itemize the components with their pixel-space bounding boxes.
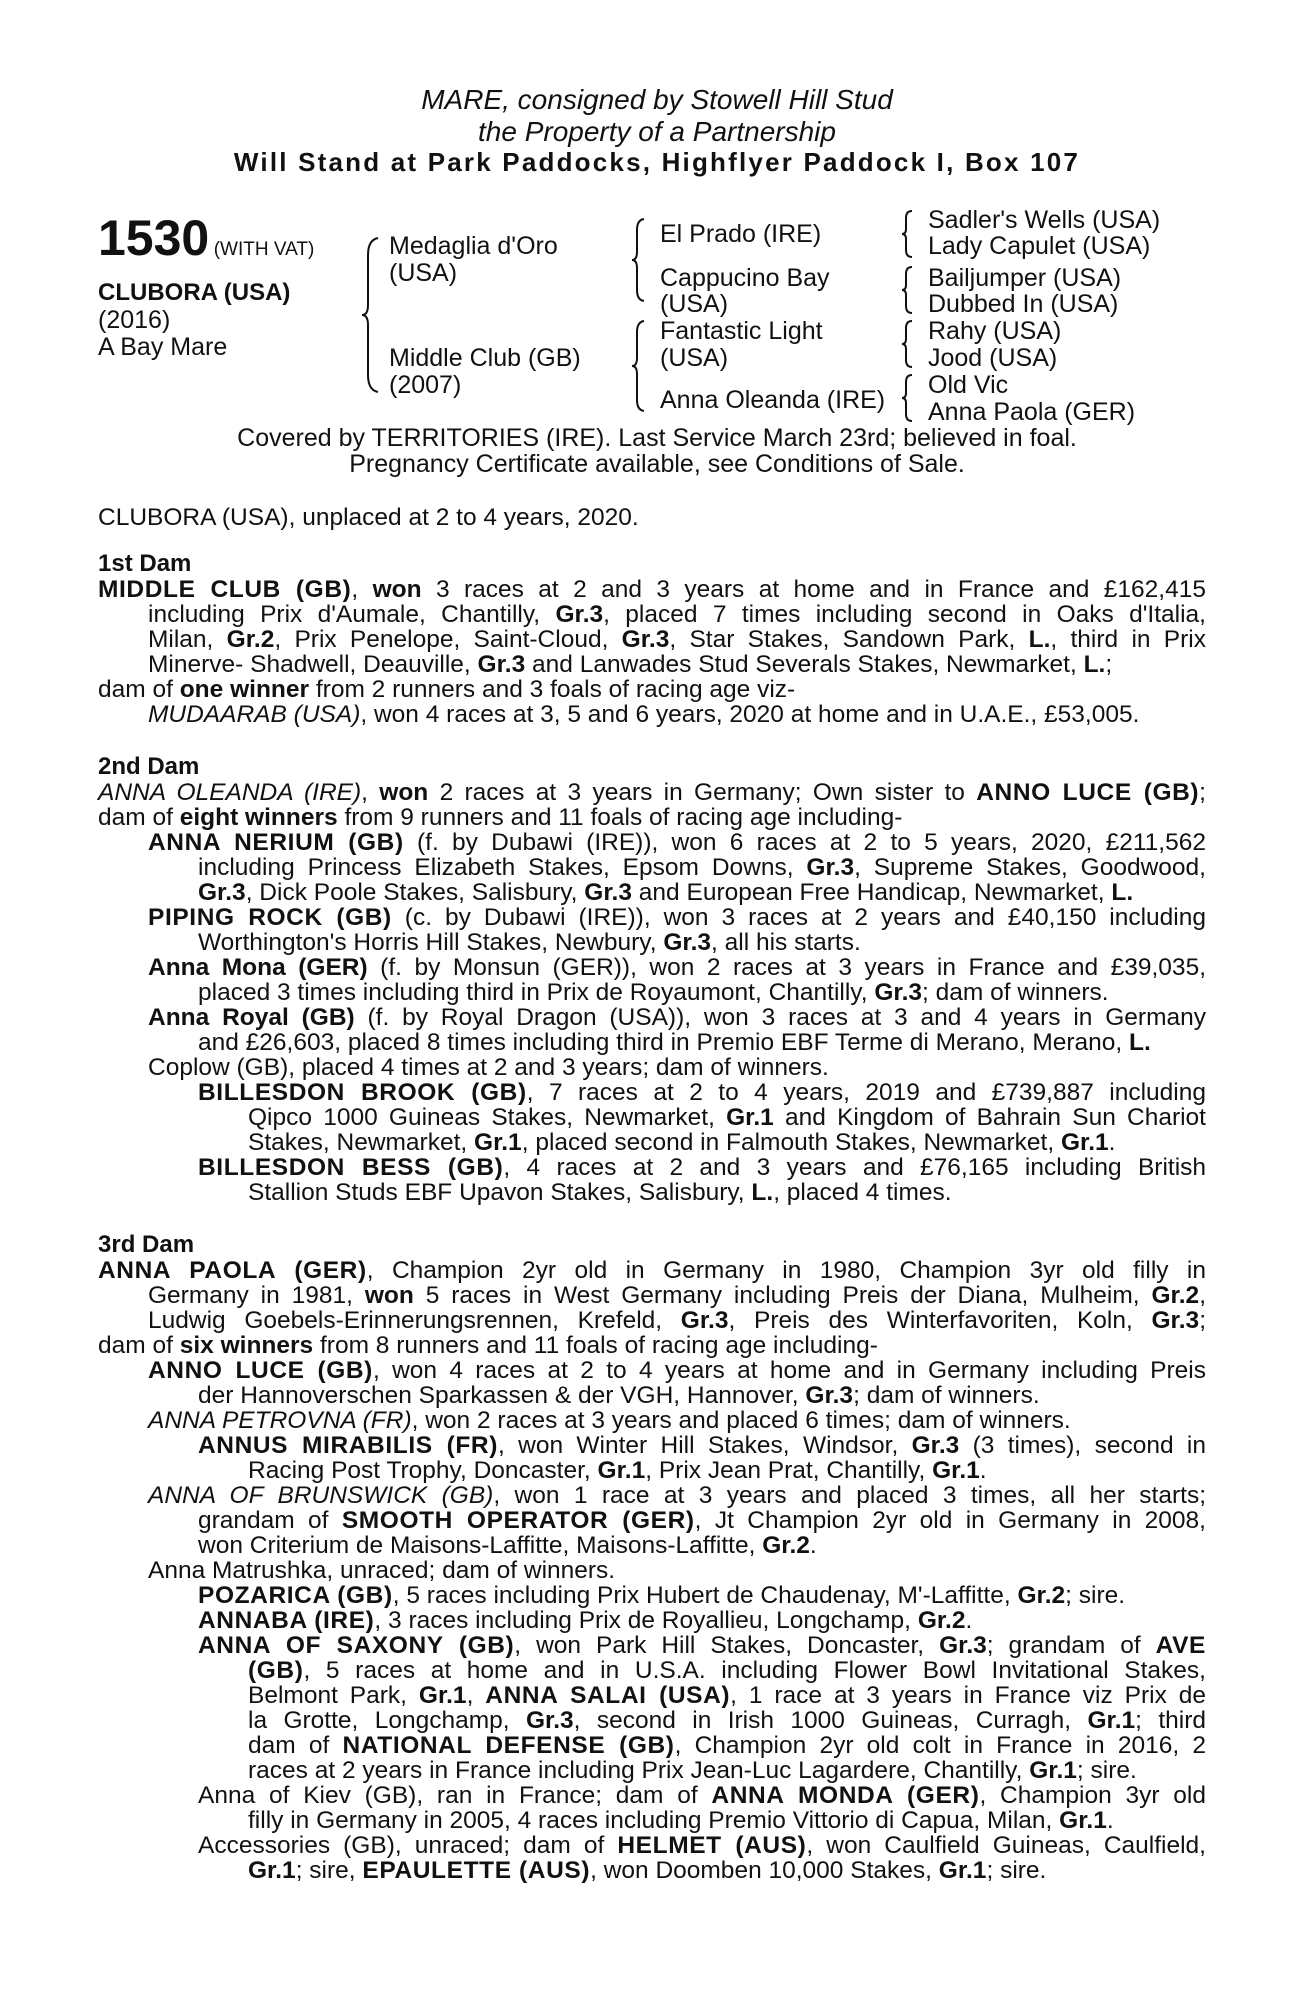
- pedigree-brace-3: [630, 318, 654, 414]
- third-dam-line: won Criterium de Maisons-Laffitte, Maisons-Laffitte, Gr.2.: [198, 1532, 817, 1559]
- pedigree-sire-line1: Medaglia d'Oro: [389, 232, 558, 260]
- third-dam-line: ANNUS MIRABILIS (FR), won Winter Hill Stakes, Windsor, Gr.3 (3 times), second in: [198, 1432, 1206, 1459]
- third-dam-line: grandam of SMOOTH OPERATOR (GER), Jt Champion 2yr old in Germany in 2008,: [198, 1507, 1206, 1534]
- pedigree-dam-sire-line2: (USA): [660, 344, 729, 372]
- first-dam-line: Minerve- Shadwell, Deauville, Gr.3 and Lanwades Stud Severals Stakes, Newmarket, L.;: [148, 651, 1113, 678]
- third-dam-line: Anna of Kiev (GB), ran in France; dam of ANNA MONDA (GER), Champion 3yr old: [198, 1782, 1206, 1809]
- second-dam-line: placed 3 times including third in Prix de Royaumont, Chantilly, Gr.3; dam of winners.: [198, 979, 1109, 1006]
- second-dam-line: BILLESDON BESS (GB), 4 races at 2 and 3 years and £76,165 including British: [198, 1154, 1207, 1181]
- pedigree-dds: Old Vic: [928, 371, 1009, 399]
- pedigree-brace-4: [900, 208, 920, 260]
- pedigree-dam-dam: Anna Oleanda (IRE): [660, 386, 886, 414]
- third-dam-line: races at 2 years in France including Prix Jean-Luc Lagardere, Chantilly, Gr.1; sire.: [248, 1757, 1137, 1784]
- pedigree-dss: Rahy (USA): [928, 317, 1062, 345]
- third-dam-line: Germany in 1981, won 5 races in West Germany including Preis der Diana, Mulheim, Gr.2,: [148, 1282, 1206, 1309]
- pedigree-ssd: Lady Capulet (USA): [928, 232, 1151, 260]
- first-dam-line: including Prix d'Aumale, Chantilly, Gr.3, placed 7 times including second in Oaks d'Italia,: [148, 601, 1206, 628]
- third-dam-line: Anna Matrushka, unraced; dam of winners.: [148, 1557, 616, 1584]
- second-dam-line: Qipco 1000 Guineas Stakes, Newmarket, Gr.1 and Kingdom of Bahrain Sun Chariot: [248, 1104, 1206, 1131]
- second-dam-heading: 2nd Dam: [98, 753, 200, 780]
- third-dam-line: la Grotte, Longchamp, Gr.3, second in Irish 1000 Guineas, Curragh, Gr.1; third: [248, 1707, 1206, 1734]
- pedigree-brace-7: [900, 372, 920, 424]
- third-dam-line: Gr.1; sire, EPAULETTE (AUS), won Doomben 10,000 Stakes, Gr.1; sire.: [248, 1857, 1047, 1884]
- horse-name: CLUBORA (USA): [98, 279, 291, 306]
- property-line: the Property of a Partnership: [478, 116, 836, 147]
- third-dam-line: der Hannoverschen Sparkassen & der VGH, Hannover, Gr.3; dam of winners.: [198, 1382, 1040, 1409]
- horse-year: (2016): [98, 306, 171, 334]
- first-dam-heading: 1st Dam: [98, 550, 192, 577]
- pedigree-dam-line1: Middle Club (GB): [389, 344, 581, 372]
- third-dam-line: filly in Germany in 2005, 4 races including Premio Vittorio di Capua, Milan, Gr.1.: [248, 1807, 1114, 1834]
- lot-number: 1530: [98, 210, 210, 266]
- third-dam-line: (GB), 5 races at home and in U.S.A. including Flower Bowl Invitational Stakes,: [248, 1657, 1206, 1684]
- pedigree-sire-line2: (USA): [389, 259, 458, 287]
- third-dam-line: ANNABA (IRE), 3 races including Prix de Royallieu, Longchamp, Gr.2.: [198, 1607, 973, 1634]
- pedigree-dam-line2: (2007): [389, 371, 462, 399]
- first-dam-line: MUDAARAB (USA), won 4 races at 3, 5 and 6 years, 2020 at home and in U.A.E., £53,005.: [148, 701, 1140, 728]
- third-dam-line: dam of NATIONAL DEFENSE (GB), Champion 2yr old colt in France in 2016, 2: [248, 1732, 1206, 1759]
- third-dam-line: ANNA OF SAXONY (GB), won Park Hill Stakes, Doncaster, Gr.3; grandam of AVE: [198, 1632, 1206, 1659]
- second-dam-line: Stakes, Newmarket, Gr.1, placed second in Falmouth Stakes, Newmarket, Gr.1.: [248, 1129, 1116, 1156]
- second-dam-line: PIPING ROCK (GB) (c. by Dubawi (IRE)), won 3 races at 2 years and £40,150 including: [148, 904, 1206, 931]
- vat-note: (WITH VAT): [213, 239, 315, 260]
- third-dam-line: Belmont Park, Gr.1, ANNA SALAI (USA), 1 race at 3 years in France viz Prix de: [248, 1682, 1206, 1709]
- second-dam-line: ANNA OLEANDA (IRE), won 2 races at 3 years in Germany; Own sister to ANNO LUCE (GB);: [98, 779, 1206, 806]
- second-dam-line: Coplow (GB), placed 4 times at 2 and 3 years; dam of winners.: [148, 1054, 829, 1081]
- third-dam-line: POZARICA (GB), 5 races including Prix Hubert de Chaudenay, M'-Laffitte, Gr.2; sire.: [198, 1582, 1126, 1609]
- pedigree-sds: Bailjumper (USA): [928, 264, 1122, 292]
- lot-number-block: [98, 210, 315, 266]
- pedigree-brace-5: [900, 264, 920, 316]
- third-dam-line: ANNA PETROVNA (FR), won 2 races at 3 years and placed 6 times; dam of winners.: [148, 1407, 1071, 1434]
- third-dam-line: Ludwig Goebels-Erinnerungsrennen, Krefeld, Gr.3, Preis des Winterfavoriten, Koln, Gr.3;: [148, 1307, 1206, 1334]
- pregnancy-line: Pregnancy Certificate available, see Conditions of Sale.: [349, 450, 965, 478]
- pedigree-sss: Sadler's Wells (USA): [928, 206, 1161, 234]
- location-line: Will Stand at Park Paddocks, Highflyer Paddock I, Box 107: [233, 147, 1081, 177]
- second-dam-line: Anna Mona (GER) (f. by Monsun (GER)), won 2 races at 3 years in France and £39,035,: [148, 954, 1206, 981]
- pedigree-sire-sire: El Prado (IRE): [660, 220, 822, 248]
- pedigree-sire-dam-line1: Cappucino Bay: [660, 264, 830, 292]
- third-dam-line: Accessories (GB), unraced; dam of HELMET (AUS), won Caulfield Guineas, Caulfield,: [198, 1832, 1206, 1859]
- pedigree-sire-dam-line2: (USA): [660, 290, 729, 318]
- pedigree-brace-1: [360, 235, 390, 395]
- consignor-line: MARE, consigned by Stowell Hill Stud: [421, 84, 893, 115]
- second-dam-line: Gr.3, Dick Poole Stakes, Salisbury, Gr.3 and European Free Handicap, Newmarket, L.: [198, 879, 1134, 906]
- third-dam-line: dam of six winners from 8 runners and 11 foals of racing age including-: [98, 1332, 878, 1359]
- horse-description: A Bay Mare: [98, 333, 228, 361]
- third-dam-line: ANNO LUCE (GB), won 4 races at 2 to 4 years at home and in Germany including Preis: [148, 1357, 1206, 1384]
- second-dam-line: and £26,603, placed 8 times including third in Premio EBF Terme di Merano, Merano, L.: [198, 1029, 1151, 1056]
- second-dam-line: Anna Royal (GB) (f. by Royal Dragon (USA)), won 3 races at 3 and 4 years in Germany: [148, 1004, 1206, 1031]
- first-dam-line: dam of one winner from 2 runners and 3 foals of racing age viz-: [98, 676, 796, 703]
- pedigree-dsd: Jood (USA): [928, 344, 1058, 372]
- second-dam-line: BILLESDON BROOK (GB), 7 races at 2 to 4 years, 2019 and £739,887 including: [198, 1079, 1206, 1106]
- second-dam-line: Worthington's Horris Hill Stakes, Newbury, Gr.3, all his starts.: [198, 929, 861, 956]
- pedigree-sdd: Dubbed In (USA): [928, 290, 1119, 318]
- third-dam-line: Racing Post Trophy, Doncaster, Gr.1, Prix Jean Prat, Chantilly, Gr.1.: [248, 1457, 987, 1484]
- third-dam-heading: 3rd Dam: [98, 1231, 195, 1258]
- pedigree-brace-6: [900, 318, 920, 370]
- second-dam-line: Stallion Studs EBF Upavon Stakes, Salisbury, L., placed 4 times.: [248, 1179, 952, 1206]
- third-dam-line: ANNA OF BRUNSWICK (GB), won 1 race at 3 years and placed 3 times, all her starts;: [148, 1482, 1206, 1509]
- first-dam-line: MIDDLE CLUB (GB), won 3 races at 2 and 3 years at home and in France and £162,415: [98, 576, 1206, 603]
- third-dam-line: ANNA PAOLA (GER), Champion 2yr old in Germany in 1980, Champion 3yr old filly in: [98, 1257, 1206, 1284]
- second-dam-line: ANNA NERIUM (GB) (f. by Dubawi (IRE)), won 6 races at 2 to 5 years, 2020, £211,562: [148, 829, 1206, 856]
- race-summary: CLUBORA (USA), unplaced at 2 to 4 years, 2020.: [98, 504, 639, 531]
- pedigree-dam-sire-line1: Fantastic Light: [660, 317, 823, 345]
- second-dam-line: including Princess Elizabeth Stakes, Epsom Downs, Gr.3, Supreme Stakes, Goodwood,: [198, 854, 1206, 881]
- pedigree-brace-2: [630, 216, 654, 304]
- covered-line: Covered by TERRITORIES (IRE). Last Service March 23rd; believed in foal.: [237, 424, 1077, 452]
- pedigree-ddd: Anna Paola (GER): [928, 398, 1136, 426]
- second-dam-line: dam of eight winners from 9 runners and 11 foals of racing age including-: [98, 804, 903, 831]
- first-dam-line: Milan, Gr.2, Prix Penelope, Saint-Cloud, Gr.3, Star Stakes, Sandown Park, L., third in Prix: [148, 626, 1206, 653]
